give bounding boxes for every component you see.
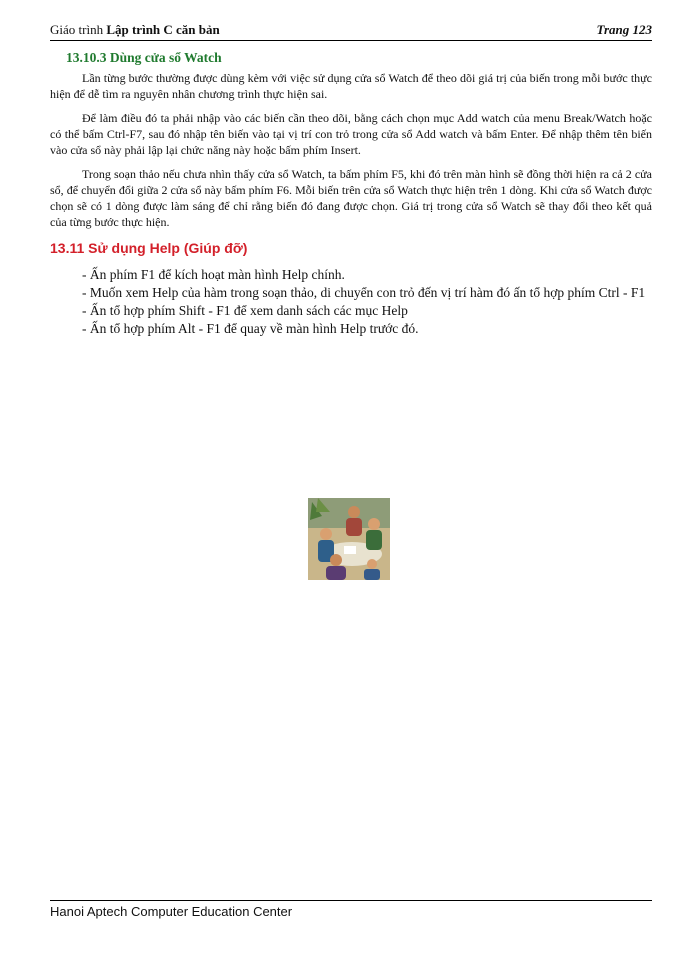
header-book-title: Lập trình C căn bản — [106, 22, 220, 37]
section-heading-help: 13.11 Sử dụng Help (Giúp đỡ) — [50, 240, 248, 256]
list-item: - Ấn phím F1 để kích hoạt màn hình Help chính. — [82, 267, 345, 282]
list-item: - Muốn xem Help của hàm trong soạn thảo, di chuyển con trỏ đến vị trí hàm đó ấn tổ hợp phím Ctrl - F1 — [82, 285, 646, 300]
header-prefix: Giáo trình — [50, 22, 104, 37]
paragraph-3: Trong soạn thảo nếu chưa nhìn thấy cửa sổ Watch, ta bấm phím F5, khi đó trên màn hình sẽ đồng thời hiện ra cả 2 cửa sổ, để chuyển đổi giữa 2 cửa sổ này bấm phím F6. Mỗi biến trên cửa sổ Watch thực hiện trên 1 dòng. Khi cửa sổ Watch được chọn sẽ có 1 dòng được làm sáng để chỉ rằng biến đó đang được chọn. Giá trị trong cửa sổ Watch sẽ thay đổi theo kết quả của từng bước thực hiện. — [50, 167, 652, 229]
list-item: - Ấn tổ hợp phím Alt - F1 để quay về màn hình Help trước đó. — [82, 321, 419, 336]
meeting-clipart-icon — [308, 498, 390, 580]
section-heading-watch: 13.10.3 Dùng cửa sổ Watch — [66, 50, 222, 65]
header-page-number: Trang 123 — [596, 22, 652, 37]
page-header — [50, 22, 652, 41]
page-footer: Hanoi Aptech Computer Education Center — [50, 900, 652, 919]
paragraph-2: Để làm điều đó ta phải nhập vào các biến cần theo dõi, bằng cách chọn mục Add watch của menu Break/Watch hoặc có thể bấm Ctrl-F7, sau đó nhập tên biến vào tại vị trí con trỏ trong cửa sổ Add watch và bấm Enter. Để nhập thêm tên biến vào cửa sổ này phải lập lại chức năng này hoặc bấm phím Insert. — [50, 111, 652, 157]
paragraph-1: Lần từng bước thường được dùng kèm với việc sử dụng cửa sổ Watch để theo dõi giá trị của biến trong mỗi bước thực hiện để dễ tìm ra nguyên nhân chương trình thực hiện sai. — [50, 71, 652, 101]
help-list — [50, 266, 652, 338]
list-item: - Ấn tổ hợp phím Shift - F1 để xem danh sách các mục Help — [82, 303, 408, 318]
header-title — [50, 22, 220, 38]
